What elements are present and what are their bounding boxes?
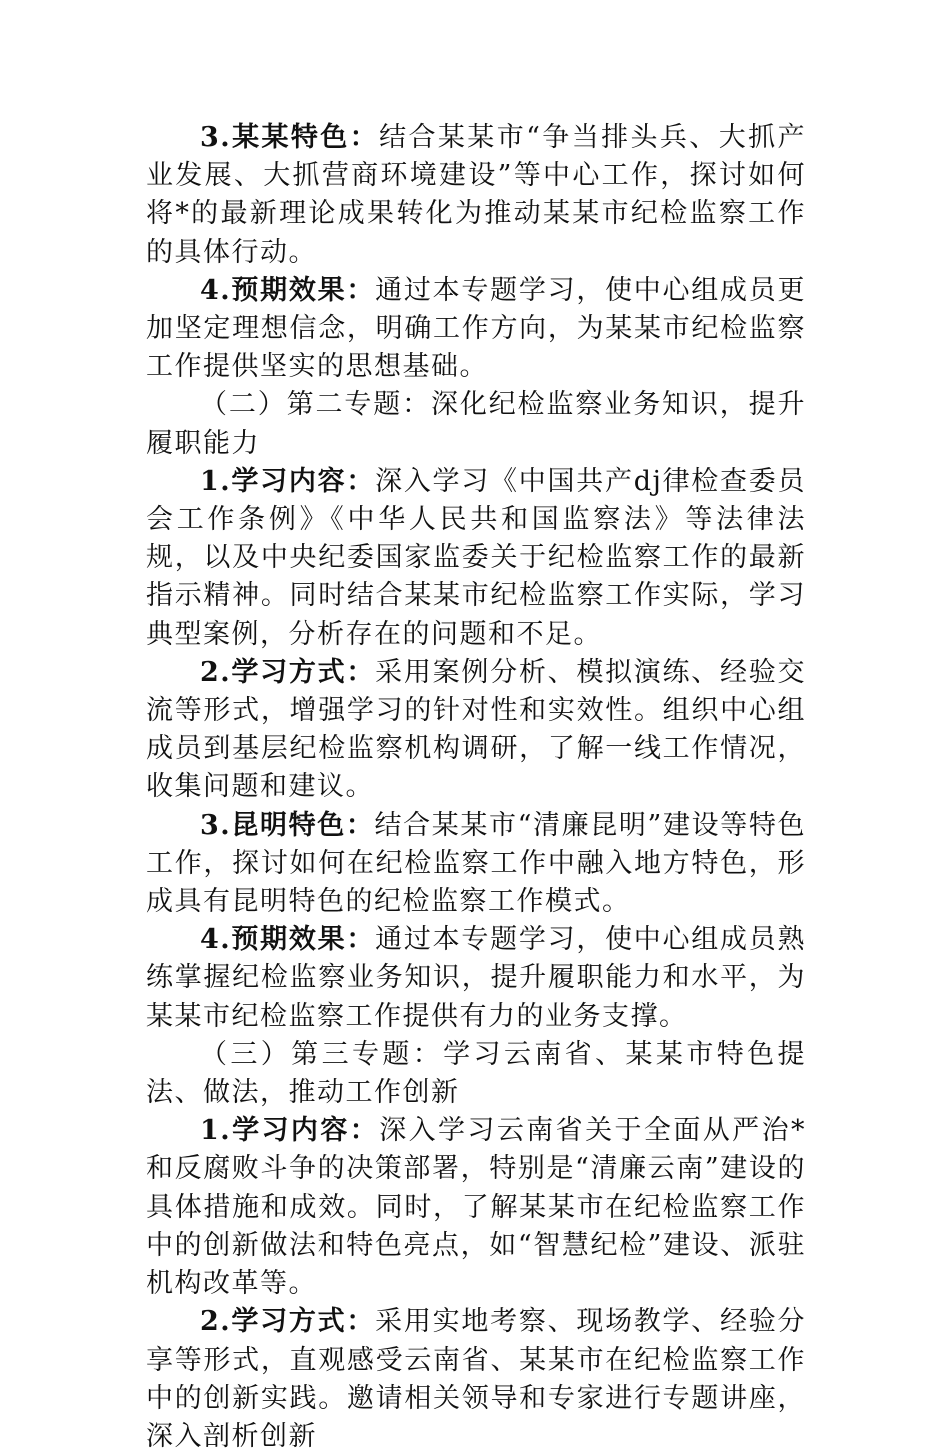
item-lead: 2.学习方式： — [200, 1306, 376, 1338]
item-paragraph — [146, 272, 806, 387]
item-paragraph — [146, 807, 806, 922]
item-lead: 4.预期效果： — [200, 924, 376, 956]
item-lead: 3.某某特色： — [200, 122, 380, 153]
item-paragraph — [146, 119, 806, 272]
item-text: 采用案例分析、模拟演练、经验交流等形式，增强学习的针对性和实效性。组织中心组成员到基层纪检监察机构调研，了解一线工作情况，收集问题和建议。 — [146, 656, 807, 803]
item-paragraph — [146, 1112, 806, 1303]
item-text: 通过本专题学习，使中心组成员更加坚定理想信念，明确工作方向，为某某市纪检监察工作提供坚实的思想基础。 — [146, 274, 807, 383]
document-body — [146, 119, 806, 1456]
item-lead: 1.学习内容： — [200, 1115, 380, 1147]
item-lead: 2.学习方式： — [200, 656, 376, 688]
section-heading — [146, 386, 806, 462]
item-paragraph — [146, 1303, 806, 1456]
item-lead: 3.昆明特色： — [200, 809, 375, 841]
item-text: 采用实地考察、现场教学、经验分享等形式，直观感受云南省、某某市在纪检监察工作中的创新实践。邀请相关领导和专家进行专题讲座，深入剖析创新 — [146, 1306, 807, 1452]
section-heading-text: （二）第二专题：深化纪检监察业务知识，提升履职能力 — [146, 389, 806, 459]
section-heading-text: （三）第三专题：学习云南省、某某市特色提法、做法，推动工作创新 — [146, 1038, 806, 1109]
item-text: 深入学习《中国共产dj律检查委员会工作条例》《中华人民共和国监察法》等法律法规，以及中央纪委国家监委关于纪检监察工作的最新指示精神。同时结合某某市纪检监察工作实际，学习典型案例，分析存在的问题和不足。 — [146, 465, 807, 650]
item-lead: 4.预期效果： — [200, 274, 376, 306]
item-text: 结合某某市“清廉昆明”建设等特色工作，探讨如何在纪检监察工作中融入地方特色，形成具有昆明特色的纪检监察工作模式。 — [146, 809, 807, 918]
item-text: 通过本专题学习，使中心组成员熟练掌握纪检监察业务知识，提升履职能力和水平，为某某市纪检监察工作提供有力的业务支撑。 — [146, 924, 807, 1032]
item-lead: 1.学习内容： — [200, 465, 376, 497]
item-paragraph — [146, 654, 806, 807]
item-paragraph — [146, 463, 806, 654]
item-paragraph — [146, 921, 806, 1036]
section-heading — [146, 1036, 806, 1112]
item-text: 结合某某市“争当排头兵、大抓产业发展、大抓营商环境建设”等中心工作，探讨如何将*的最新理论成果转化为推动某某市纪检监察工作的具体行动。 — [146, 122, 806, 268]
item-text: 深入学习云南省关于全面从严治*和反腐败斗争的决策部署，特别是“清廉云南”建设的具体措施和成效。同时，了解某某市在纪检监察工作中的创新做法和特色亮点，如“智慧纪检”建设、派驻机构改革等。 — [146, 1115, 807, 1300]
